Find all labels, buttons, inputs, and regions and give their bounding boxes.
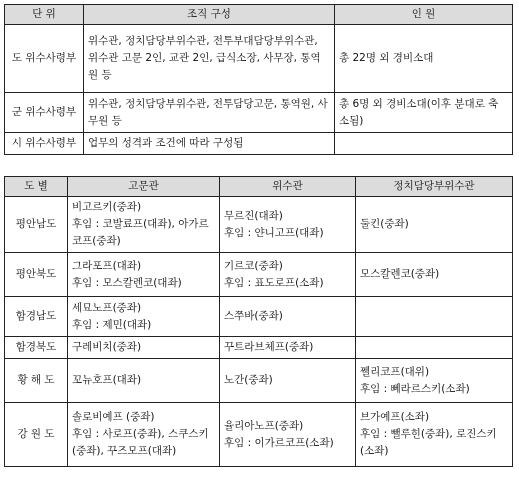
political-cell (356, 337, 513, 359)
unit-cell: 시 위수사령부 (5, 133, 84, 155)
advisor-cell: 그라포프(대좌) 후임 : 모스칼렌코(대좌) (68, 253, 220, 297)
political-cell (356, 297, 513, 337)
political-cell: 둘킨(중좌) (356, 197, 513, 253)
table-row (5, 133, 513, 155)
province-cell: 평안북도 (5, 253, 68, 297)
table-row (5, 253, 513, 297)
header-province: 도 별 (5, 177, 68, 197)
commandant-cell: 무르진(대좌) 후임 : 얀니고프(대좌) (220, 197, 356, 253)
political-cell: 모스칼렌코(중좌) (356, 253, 513, 297)
unit-cell: 도 위수사령부 (5, 25, 84, 93)
province-cell: 평안남도 (5, 197, 68, 253)
political-cell: 쩰리코프(대위) 후임 : 뻬라르스키(소좌) (356, 359, 513, 403)
header-unit: 단 위 (5, 5, 84, 25)
commandant-cell: 노간(중좌) (220, 359, 356, 403)
province-cell: 황 해 도 (5, 359, 68, 403)
advisor-cell: 솔로비예프 (중좌) 후임 : 사로프(중좌), 스쿠스키(중좌), 꾸즈모프(대좌) (68, 403, 220, 467)
header-personnel: 인 원 (335, 5, 513, 25)
header-advisor: 고문관 (68, 177, 220, 197)
composition-cell: 위수관, 정치담당부위수관, 전투담당고문, 통역원, 사무원 등 (84, 93, 335, 133)
advisor-cell: 구레비치(중좌) (68, 337, 220, 359)
province-cell: 함경남도 (5, 297, 68, 337)
table-row (5, 25, 513, 93)
commandant-cell: 기르코(중좌) 후임 : 표도로프(소좌) (220, 253, 356, 297)
table-row (5, 93, 513, 133)
advisor-cell: 비고르키(중좌) 후임 : 코발료프(대좌), 아가르코프(중좌) (68, 197, 220, 253)
garrison-organization-table (4, 4, 513, 155)
personnel-cell: 총 22명 외 경비소대 (335, 25, 513, 93)
unit-cell: 군 위수사령부 (5, 93, 84, 133)
table-row (5, 197, 513, 253)
advisor-cell: 꼬뉴호프(대좌) (68, 359, 220, 403)
table-row (5, 337, 513, 359)
header-political: 정치담당부위수관 (356, 177, 513, 197)
personnel-cell: 총 6명 외 경비소대(이후 분대로 축소됨) (335, 93, 513, 133)
personnel-cell (335, 133, 513, 155)
provincial-officers-table (4, 176, 513, 467)
composition-cell: 위수관, 정치담당부위수관, 전투부대담당부위수관, 위수관 고문 2인, 교관 2인, 급식소장, 사무장, 통역원 등 (84, 25, 335, 93)
composition-cell: 업무의 성격과 조건에 따라 구성됨 (84, 133, 335, 155)
province-cell: 강 원 도 (5, 403, 68, 467)
header-composition: 조직 구성 (84, 5, 335, 25)
table-row (5, 297, 513, 337)
commandant-cell: 율리아노프(중좌) 후임 : 이가르코프(소좌) (220, 403, 356, 467)
advisor-cell: 세묘노프(중좌) 후임 : 제민(대좌) (68, 297, 220, 337)
header-commandant: 위수관 (220, 177, 356, 197)
commandant-cell: 스쭈바(중좌) (220, 297, 356, 337)
table-row (5, 359, 513, 403)
table-row (5, 403, 513, 467)
province-cell: 함경북도 (5, 337, 68, 359)
political-cell: 브가예프(소좌) 후임 : 뺄루힌(중좌), 로진스키(소좌) (356, 403, 513, 467)
commandant-cell: 꾸트라브체프(중좌) (220, 337, 356, 359)
